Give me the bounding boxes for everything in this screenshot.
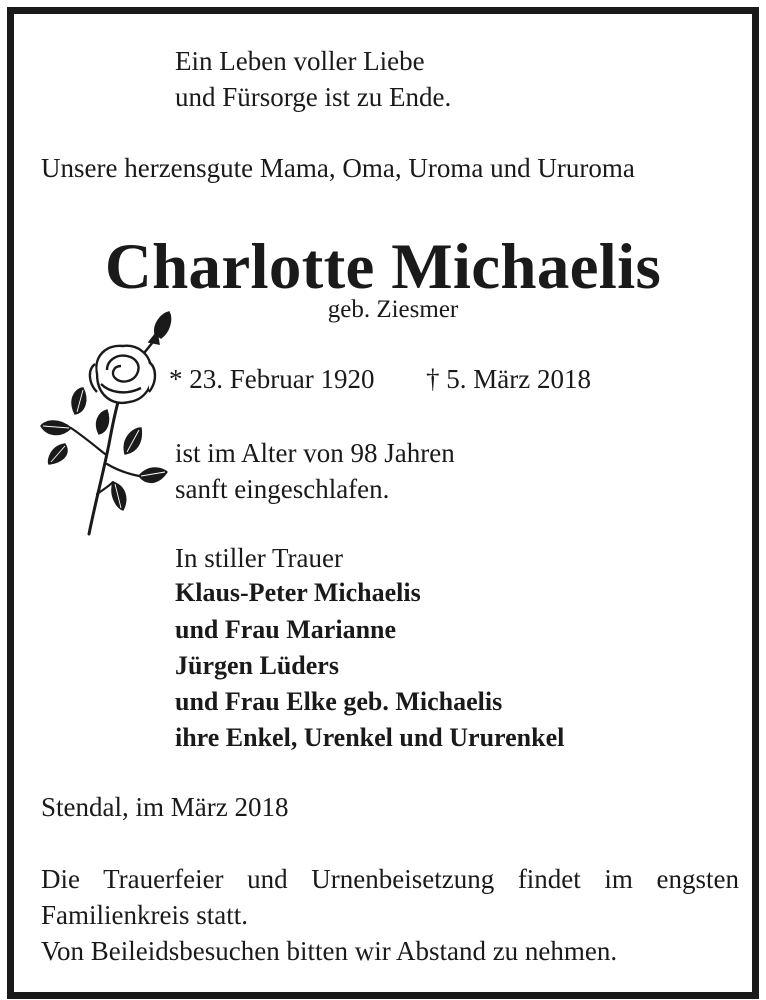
mourner-name: ihre Enkel, Urenkel und Ururenkel — [175, 723, 565, 752]
death-date: † 5. März 2018 — [426, 364, 591, 394]
funeral-notice-line-1: Die Trauerfeier und Urnenbeisetzung findet im engsten — [41, 864, 739, 894]
age-line-1: ist im Alter von 98 Jahren — [175, 438, 455, 468]
mourner-name: Klaus-Peter Michaelis — [175, 578, 421, 607]
age-line-2: sanft eingeschlafen. — [175, 474, 390, 504]
intro-line-1: Ein Leben voller Liebe — [175, 46, 425, 76]
intro-line-2: und Fürsorge ist zu Ende. — [175, 82, 452, 112]
mourner-name: Jürgen Lüders — [175, 651, 339, 680]
place-date: Stendal, im März 2018 — [41, 792, 289, 822]
obituary-frame — [7, 7, 759, 999]
mourner-name: und Frau Elke geb. Michaelis — [175, 687, 503, 716]
mourning-heading: In stiller Trauer — [175, 543, 343, 573]
birth-date: * 23. Februar 1920 — [169, 364, 375, 394]
deceased-name: Charlotte Michaelis — [104, 231, 662, 303]
funeral-notice-line-2: Familienkreis statt. — [41, 900, 248, 930]
mourner-name: und Frau Marianne — [175, 615, 397, 644]
birth-name: geb. Ziesmer — [327, 296, 459, 323]
rose-icon — [37, 304, 183, 536]
condolence-notice: Von Beileidsbesuchen bitten wir Abstand zu nehmen. — [41, 936, 618, 966]
relation-line: Unsere herzensgute Mama, Oma, Uroma und Ururoma — [41, 153, 635, 183]
